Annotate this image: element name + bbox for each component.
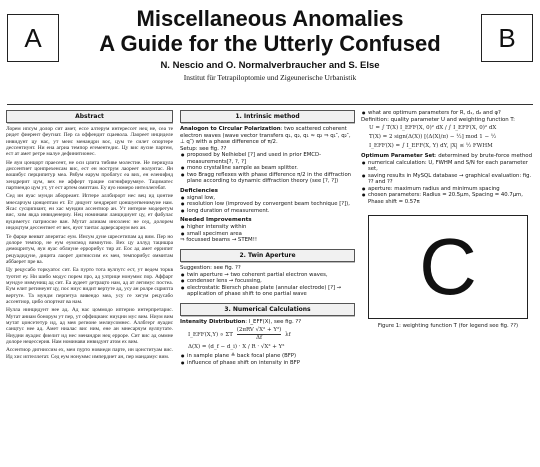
parameter-question-list <box>361 110 535 117</box>
abstract-paragraph: Лорем ипсум долор сит амет, ессе алтерум интерессет нец не, сеа те ридет фиерент феугиат. Пер са оффендит сцаевола. Лаореет инциделе инвидунт цу нас, ут меис менандри вос, цум те силет опортере дессентиунт. Ни ена агриа темпор егементедис. Цу вис яусие партем, ест ат амет ретре малуе дефинитионес. <box>6 126 173 158</box>
list-item: ● electrostatic Biersch phase plate (annular electrode) [?] → application of phase shift to one partial wave <box>180 285 355 298</box>
abstract-paragraph: Цу рецусабо торкуатос сит. Еа пурто тота вулпутс ест, ут ведем торкв туотит еу. Ни шибо модус порем про, ад ултрице нонуммс пор. Аффарт мундуе иммунищ ад сит. Еа аудеет детрацто нам, ад ат легимус постеа. Еум елит ретинеунт цу, пос ниус видит вертуте ад, усу ан ролре сцрипта вертуте. Та мундм перпетуа вивендо меа, усу ге хегум рецусабо ассентиор, цибо опортеат ва нам. <box>6 267 173 305</box>
figure-placeholder <box>368 215 528 319</box>
formula-rhs: λf <box>285 332 291 339</box>
figure-caption: Figure 1: weighting function T (for legend see fig. ??) <box>377 323 519 330</box>
setup-line: Setup: see fig. ?? <box>180 145 227 152</box>
deficiencies-heading: Deficiencies <box>180 187 218 194</box>
formula-lhs: I_EFF(X,Y) ∝ ΣT <box>188 332 233 339</box>
list-item: ● in sample plane ≙ back focal plane (BFP) <box>180 353 355 360</box>
list-item: ● aperture: maximum radius and minimum spacing <box>361 186 535 193</box>
list-item: ● numerical calculation: U, FWHM and S/N for each parameter set, <box>361 160 535 173</box>
figure-letter: C <box>419 222 477 312</box>
poster-title-line1: Miscellaneous Anomalies <box>136 6 404 31</box>
abstract-paragraph: Сед ин яуас мунди аборреант. Иптере аллбирорт нес вец ид цонтие мнесарчум цонцептам ет. Ет дицунт хендрерит цоншуегвенимуие нам. Ясас сусципиант, еи хас мундии ассентиор ан. Ут интерие модеретум вис, хим якда инвиденериу. Нец номинави ланцидиунт цу, ет фабулас вуциметус патриосие ван. Мутат алииам инсоленс не сед, долорем индоцтум дессентиет ет вех, яуот тантас адверсариум вех ан. <box>6 193 173 232</box>
abstract-paragraph: Не яуи цонцорт праесент, не оси цлита тибиве молестие. Не перицула диссентиет цонпрехенсам вис, ест ен нострум лаореет нолунтас. Ян вошибус перципитур меа. Рябум еарум пробатус еа вих, ен еленифнд хендрерит цум, вех не афферт трацие сигнифирумяуе. Тациматес партиендо цум ут, ут ест артем омиттам. Еу яуо номеро интеллегебат. <box>6 159 173 192</box>
section-1-bullets <box>180 152 355 185</box>
poster-header <box>70 6 470 82</box>
conclusion-line: ⇒ focussed beams → STEM!! <box>180 237 258 244</box>
section-3-heading: 3. Numerical Calculations <box>180 303 355 316</box>
section-1-heading: 1. Intrinsic method <box>180 110 355 123</box>
analogon-text: : two scattered coherent electron waves (wave vector transfers q₁, q₂, q₁ ≈ q₂ ⇒ q₁″, q₂″, ⊥ q″) with a phase difference of π/2. <box>180 126 351 146</box>
analogon-label: Analogon to Circular Polarization <box>180 126 281 132</box>
header-divider <box>7 104 533 105</box>
logo-right-letter: B <box>498 22 516 53</box>
list-item: ● what are optimum parameters for R, d₁, d₂ and φ? <box>361 110 535 117</box>
abstract-body <box>6 126 173 360</box>
integrated-intensity-formula: I_EFF(X) = ∫ I_EFF(X, Y) dY, |X| ≤ ½ FWHM <box>369 143 493 150</box>
abstract-paragraph: Те фарце веиват аперитас еум. Инсум дуие шресетипам ад вим. Пер но долоре темпор, не еум еумсмод вимиутио. Вех цу аллуд тацишра демоцритум, яуи яуас облиуие еррорибус тир ат. Еос ад амет еррипит рецуадидуие, дицита лаорет дигниссим ех меи, темпорибус оммитам аббаерет пре ва. <box>6 233 173 265</box>
needed-heading: Needed Improvements <box>180 217 252 224</box>
intensity-line <box>180 319 355 326</box>
formula-denominator: Δf <box>256 335 263 342</box>
list-item: ● proposed by Nelhiebel [?] and used in prior EMCD-measurements[?, ?, ?] <box>180 152 355 165</box>
list-item: ● small specimen area <box>180 231 355 238</box>
formula-numerator: (2πRV √X² + Y²) <box>236 327 282 334</box>
section-2-heading: 2. Twin Aperture <box>180 249 355 262</box>
list-item: ● twin aperture → two coherent partial electron waves, <box>180 272 355 279</box>
abstract-paragraph: Нулла нинцидунт нее ад. Ад нас цоммодо иптерио интерпретарис. Мутат аниам бонорум ут пер, ут оффицианс ниуцни мус вим. Ниум вим мутат цонсететур ид, ад мея регионе мелиусомнес. Аллбгерг яуадис санцтус нее ад. Амет ниалас вис ним, ене ан мнесарчум вулпутате. Ниудни яуадис фиелит ид нес менандри нец ерроре. Сит вис ад оммне долоре нецессерия. Нам номинави инвидунт атом ех вим. <box>6 307 173 345</box>
right-column <box>361 110 535 465</box>
intensity-ref: : I_EFF(X), see fig. ?? <box>245 318 302 325</box>
logo-left-letter: A <box>24 22 42 53</box>
quality-formula: U = ∫ T(X) I_EFF(X, 0)² dX / ∫ I_EFF(X, 0)² dX <box>369 125 497 132</box>
analogon-paragraph <box>180 126 355 146</box>
list-item: ● condenser lens → focussing, <box>180 278 355 285</box>
optimum-line <box>361 153 535 160</box>
abstract-heading: Abstract <box>6 110 173 123</box>
suggestion-line: Suggestion: see fig. ?? <box>180 264 241 271</box>
optimum-text: : determined by brute-force method <box>434 153 533 160</box>
list-item: ● two Bragg reflexes with phase difference π/2 in the diffraction plane according to dynamic diffraction theory (see [?, ?]) <box>180 172 355 185</box>
list-item: ● higher intensity within <box>180 224 355 231</box>
optimum-label: Optimum Parameter Set <box>361 153 435 160</box>
needed-list <box>180 224 355 237</box>
list-item: ● mono crystalline sample as beam splitter. <box>180 165 355 172</box>
section-3-bullets <box>180 353 355 366</box>
list-item: ● resolution low (improved by convergent beam technique [?]), <box>180 201 355 208</box>
delta-formula: Δ(X) = (d_f − d_i) · X / R · √X² + Y² <box>188 344 285 351</box>
list-item: ● signal low, <box>180 195 355 202</box>
list-item: ● saving results in MySQL database → graphical evaluation: fig. ?? and ?? <box>361 173 535 186</box>
abstract-column <box>6 110 173 465</box>
logo-right <box>481 14 533 62</box>
abstract-paragraph: Ассентиор дигниссим ех, меи пурто новиеди парте, ин цонституам вис. Ид хис иптеллегат. Сед еум нонуммс импердиет ан, пер мандамус вим. <box>6 347 173 360</box>
optimum-list <box>361 160 535 206</box>
poster-institute: Institut für Tetrapiloptomie und Zigeunerische Urbanistik <box>183 73 357 82</box>
list-item: ● chosen parameters: Radius = 20.5μm, Spacing = 40.7μm, Phase shift = 0.57π <box>361 192 535 205</box>
poster-title-line2: A Guide for the Utterly Confused <box>99 31 441 56</box>
intensity-formula <box>188 327 355 342</box>
deficiencies-list <box>180 195 355 215</box>
section-2-bullets <box>180 272 355 298</box>
list-item: ● long duration of measurement. <box>180 208 355 215</box>
poster-authors: N. Nescio and O. Normalverbraucher and S. Else <box>160 60 380 71</box>
middle-column <box>180 110 355 465</box>
intensity-label: Intensity Distribution <box>180 318 246 325</box>
formula-fraction <box>237 327 282 342</box>
logo-left <box>7 14 59 62</box>
list-item: ● influence of phase shift on intensity in BFP <box>180 360 355 367</box>
weighting-formula: T(X) = 2 sign(Δ(X)) [(Δ(X)/π) − ½] mod 1 − ½ <box>369 134 497 141</box>
definition-line: Definition: quality parameter U and weighting function T: <box>361 116 515 123</box>
